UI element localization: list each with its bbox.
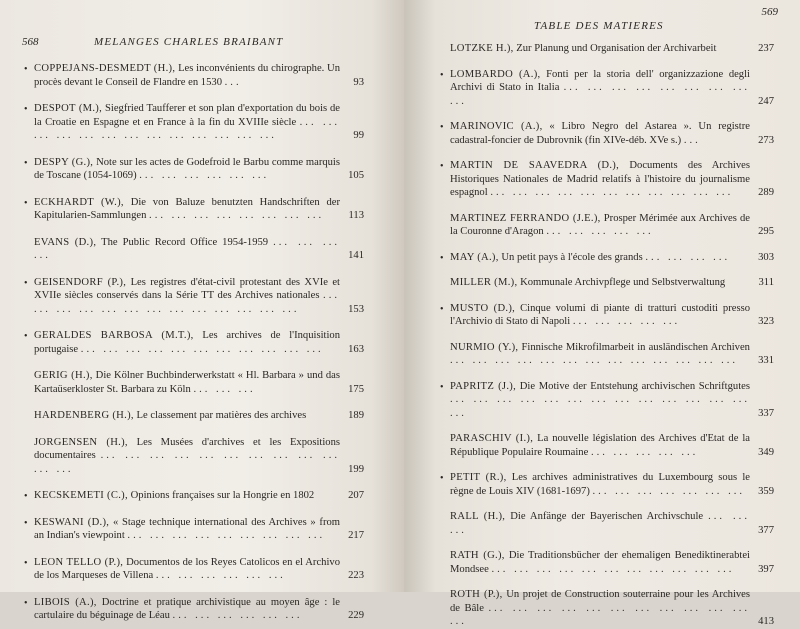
toc-author: KESWANI (D.), — [34, 516, 110, 528]
toc-entry — [438, 276, 774, 290]
toc-author: MILLER (M.), — [450, 277, 518, 288]
bullet-icon: • — [440, 161, 444, 172]
toc-title: Le classement par matières des archives — [136, 410, 307, 421]
toc-author: MAY (A.), — [450, 251, 499, 263]
toc-entry-text — [450, 42, 750, 56]
toc-entry-text — [34, 369, 340, 396]
toc-entry — [438, 380, 774, 421]
toc-leader-dots: ... ... ... ... ... — [590, 446, 699, 458]
toc-entry-text — [450, 510, 750, 537]
toc-entry — [22, 436, 364, 477]
bullet-icon: • — [440, 69, 444, 81]
toc-page-number: 289 — [758, 187, 774, 198]
toc-entry-text — [450, 549, 750, 576]
toc-entry-text — [34, 556, 340, 583]
toc-author: LEON TELLO (P.), — [34, 556, 124, 568]
toc-author: ECKHARDT (W.), — [34, 196, 124, 208]
toc-entry — [22, 196, 364, 223]
toc-author: RALL (H.), — [450, 511, 506, 522]
toc-page-number: 413 — [758, 616, 774, 627]
toc-entry — [22, 329, 364, 356]
toc-entry-text — [34, 62, 340, 89]
toc-title: Un petit pays à l'école des grands — [501, 251, 643, 263]
toc-title: Finnische Mikrofilmarbeit in ausländischen Archiven — [521, 341, 750, 353]
toc-leader-dots: ... ... ... ... ... ... ... ... ... ... ... ... — [450, 602, 750, 627]
toc-title: Les Musées d'archives et les Expositions documentaires — [34, 436, 340, 461]
toc-leader-dots: ... ... ... ... ... ... ... ... ... ... ... — [490, 187, 734, 198]
toc-leader-dots: ... — [224, 76, 242, 88]
toc-entry — [438, 510, 774, 537]
bullet-icon: • — [440, 381, 444, 393]
toc-page-number: 217 — [348, 530, 364, 541]
toc-page-number: 105 — [348, 170, 364, 181]
toc-author: MARTIN DE SAAVEDRA (D.), — [450, 160, 620, 171]
toc-page-number: 237 — [758, 43, 774, 54]
toc-entry — [22, 62, 364, 89]
bullet-icon: • — [24, 197, 28, 209]
toc-entry — [22, 369, 364, 396]
right-page-number: 569 — [761, 6, 778, 18]
toc-author: HARDENBERG (H.), — [34, 410, 134, 421]
bullet-icon: • — [24, 331, 28, 342]
toc-entry — [22, 489, 364, 503]
toc-entry-text — [450, 68, 750, 109]
toc-leader-dots: ... ... ... ... — [34, 236, 340, 261]
toc-author: LOTZKE H.), — [450, 43, 514, 54]
toc-author: JORGENSEN (H.), — [34, 436, 128, 448]
toc-entry-text — [34, 196, 340, 223]
toc-title: Documents des Archives Historiques Nationales de Madrid relatifs à l'histoire du journalisme espagnol — [450, 160, 750, 198]
toc-entry — [438, 549, 774, 576]
toc-entry-text — [34, 516, 340, 543]
toc-title: Doctrine et pratique archivistique au moyen âge : le cartulaire du béguinage de Léau — [34, 596, 340, 621]
toc-leader-dots: ... ... ... ... ... ... — [172, 610, 303, 621]
toc-leader-dots: ... ... ... ... ... ... ... ... ... ... ... — [491, 563, 735, 575]
toc-page-number: 337 — [758, 407, 774, 419]
toc-page-number: 199 — [348, 463, 364, 475]
bullet-icon: • — [24, 104, 28, 115]
toc-title: Les archives administratives du Luxembourg sous le règne de Louis XIV (1681-1697) — [450, 472, 750, 497]
toc-entry — [438, 212, 774, 239]
toc-entry — [22, 556, 364, 583]
toc-author: GERALDES BARBOSA (M.T.), — [34, 330, 194, 341]
toc-entry-text — [34, 156, 340, 183]
bullet-icon: • — [24, 557, 28, 569]
toc-leader-dots: ... ... ... — [193, 383, 256, 395]
toc-entry — [438, 341, 774, 368]
toc-author: COPPEJANS-DESMEDT (H.), — [34, 63, 176, 74]
toc-page-number: 377 — [758, 524, 774, 536]
toc-entry-text — [450, 302, 750, 329]
toc-leader-dots: ... — [683, 134, 701, 146]
toc-entry — [438, 588, 774, 629]
bullet-icon: • — [24, 64, 28, 75]
toc-entry-text — [34, 596, 340, 623]
left-page-header — [22, 36, 364, 58]
toc-page-number: 349 — [758, 446, 774, 458]
toc-author: DESPOT (M.), — [34, 103, 103, 114]
toc-author: MARINOVIC (A.), — [450, 121, 543, 132]
toc-title: Die Anfänge der Bayerischen Archivschule — [510, 511, 704, 522]
toc-author: MARTINEZ FERRANDO (J.E.), — [450, 212, 601, 224]
toc-title: Les registres d'état-civil protestant des XVIe et XVIIe siècles conservés dans la Série TT des Archives nationales — [34, 276, 340, 301]
toc-page-number: 153 — [348, 303, 364, 315]
toc-leader-dots: ... ... ... — [450, 511, 750, 536]
toc-leader-dots: ... ... ... ... ... ... ... ... — [149, 210, 325, 221]
toc-entry — [438, 42, 774, 56]
left-page-number: 568 — [22, 36, 39, 48]
toc-page-number: 295 — [758, 226, 774, 237]
toc-title: Die Motive der Entstehung archivischen Schriftgutes — [519, 380, 750, 392]
right-page-header — [438, 4, 778, 42]
toc-entry — [438, 302, 774, 329]
toc-title: Die Traditionsbücher der ehemaligen Benediktinerabtei Mondsee — [450, 550, 750, 575]
toc-entry — [438, 68, 774, 109]
toc-entry-text — [34, 102, 340, 143]
toc-page-number: 175 — [348, 383, 364, 395]
toc-entry-text — [450, 251, 750, 265]
toc-entry-text — [450, 341, 750, 368]
toc-leader-dots: ... ... ... ... ... ... — [139, 170, 270, 181]
toc-title: Note sur les actes de Godefroid le Barbu comme marquis de Toscane (1054-1069) — [34, 156, 341, 181]
toc-entry-text — [34, 409, 340, 423]
toc-page-number: 323 — [758, 316, 774, 327]
toc-title: Siegfried Taufferer et son plan d'exportation du bois de la Croatie en Espagne et en France à la fin du XVIIIe siècle — [34, 103, 341, 128]
toc-title: Kommunale Archivpflege und Selbstverwaltung — [520, 277, 726, 288]
toc-leader-dots: ... ... ... ... ... ... ... ... ... ... ... ... ... — [34, 290, 340, 315]
toc-page-number: 247 — [758, 95, 774, 107]
left-page — [0, 0, 404, 621]
toc-entry — [22, 276, 364, 317]
toc-leader-dots: ... ... ... ... ... ... ... ... ... ... ... ... — [34, 450, 340, 475]
toc-author: LIBOIS (A.), — [34, 596, 97, 608]
toc-entry — [22, 156, 364, 183]
toc-title: Cinque volumi di piante di tratturi custoditi presso l'Archivio di Stato di Napoli — [450, 302, 750, 327]
toc-entry — [438, 120, 774, 147]
toc-leader-dots: ... ... ... ... — [645, 251, 731, 263]
toc-leader-dots: ... ... ... ... ... — [572, 316, 681, 327]
bullet-icon: • — [24, 157, 28, 169]
toc-author: DESPY (G.), — [34, 156, 94, 168]
toc-entry-text — [450, 380, 750, 421]
toc-entry-text — [34, 489, 340, 503]
toc-page-number: 359 — [758, 485, 774, 497]
toc-title: Opinions françaises sur la Hongrie en 1802 — [130, 490, 315, 501]
toc-page-number: 163 — [348, 343, 364, 355]
toc-title: « Stage technique international des Archives » from an Indian's viewpoint — [34, 516, 341, 541]
bullet-icon: • — [24, 277, 28, 289]
toc-entry — [438, 471, 774, 498]
toc-leader-dots: ... ... ... ... ... ... ... ... ... — [450, 82, 750, 107]
toc-page-number: 189 — [348, 410, 364, 421]
toc-title: Prosper Mérimée aux Archives de la Couronne d'Aragon — [450, 212, 750, 237]
right-running-title: TABLE DES MATIERES — [534, 20, 664, 32]
toc-title: Les inconvénients du chirographe. Un procès devant le Conseil de Flandre en 1530 — [34, 63, 341, 88]
toc-page-number: 397 — [758, 563, 774, 575]
toc-entry — [438, 159, 774, 200]
toc-author: KECSKEMETI (C.), — [34, 490, 128, 501]
toc-page-number: 99 — [353, 130, 364, 141]
toc-entry-text — [34, 236, 340, 263]
toc-page-number: 331 — [758, 355, 774, 366]
toc-page-number: 229 — [348, 610, 364, 621]
left-running-title: MELANGES CHARLES BRAIBANT — [94, 36, 284, 48]
toc-page-number: 273 — [758, 134, 774, 146]
bullet-icon: • — [440, 303, 444, 315]
toc-leader-dots: ... ... ... ... ... ... ... ... ... — [127, 530, 326, 541]
toc-leader-dots: ... ... ... ... ... ... ... ... ... ... ... — [80, 343, 324, 355]
toc-leader-dots: ... ... ... ... ... ... ... ... ... ... ... ... ... — [34, 116, 340, 141]
toc-page-number: 311 — [758, 277, 774, 288]
toc-page-number: 223 — [348, 570, 364, 581]
bullet-icon: • — [24, 491, 28, 502]
toc-title: La nouvelle législation des Archives d'Etat de la République Populaire Roumaine — [450, 433, 750, 458]
toc-author: EVANS (D.), — [34, 236, 97, 248]
toc-entry-text — [450, 432, 750, 459]
bullet-icon: • — [440, 252, 444, 264]
toc-entry-text — [450, 276, 750, 290]
toc-entry-text — [34, 436, 340, 477]
toc-author: PAPRITZ (J.), — [450, 380, 517, 392]
toc-title: Die Kölner Buchbinderwerkstatt « Hl. Barbara » und das Kartaüserkloster St. Barbara zu Köln — [34, 370, 340, 395]
toc-page-number: 93 — [353, 76, 364, 88]
toc-title: The Public Record Office 1954-1959 — [101, 236, 269, 248]
bullet-icon: • — [440, 473, 444, 484]
toc-entry-text — [450, 120, 750, 147]
toc-entry — [22, 102, 364, 143]
toc-author: LOMBARDO (A.), — [450, 68, 541, 80]
toc-author: ROTH (P.), — [450, 589, 503, 600]
bullet-icon: • — [24, 517, 28, 529]
toc-entry-text — [34, 276, 340, 317]
left-contents-list — [22, 62, 364, 623]
toc-entry-text — [450, 212, 750, 239]
right-contents-list — [438, 42, 774, 629]
toc-author: PETIT (R.), — [450, 472, 507, 483]
toc-entry — [22, 409, 364, 423]
toc-author: PARASCHIV (I.), — [450, 433, 534, 444]
toc-author: MUSTO (D.), — [450, 302, 516, 314]
toc-title: Documentos de los Reyes Catolicos en el Archivo de los Marqueses de Villena — [34, 556, 340, 581]
toc-title: « Libro Negro del Astarea ». Un registre cadastral-foncier de Dubrovnik (fin XIVe-déb. XVe s.) — [450, 121, 750, 146]
toc-title: Die von Baluze benutzten Handschriften der Kapitularien-Sammlungen — [34, 196, 341, 221]
toc-title: Les archives de l'Inquisition portugaise — [34, 330, 340, 355]
toc-leader-dots: ... ... ... ... ... ... ... ... ... ... ... ... ... — [450, 355, 739, 366]
toc-author: GERIG (H.), — [34, 370, 93, 381]
toc-entry — [438, 432, 774, 459]
toc-page-number: 141 — [348, 250, 364, 261]
toc-author: GEISENDORF (P.), — [34, 276, 127, 288]
toc-leader-dots: ... ... ... ... ... — [546, 226, 654, 237]
toc-page-number: 113 — [348, 210, 364, 221]
toc-title: Un projet de Construction souterraine pour les Archives de Bâle — [450, 589, 751, 614]
toc-entry-text — [450, 588, 750, 629]
toc-author: NURMIO (Y.), — [450, 341, 519, 353]
toc-entry-text — [450, 471, 750, 498]
toc-entry — [22, 236, 364, 263]
bullet-icon: • — [440, 122, 444, 133]
toc-page-number: 207 — [348, 490, 364, 501]
toc-page-number: 303 — [758, 251, 774, 263]
toc-entry — [22, 516, 364, 543]
toc-author: RATH (G.), — [450, 550, 505, 561]
toc-entry-text — [34, 329, 340, 356]
toc-entry — [22, 596, 364, 623]
toc-leader-dots: ... ... ... ... ... ... ... ... ... ... ... ... ... ... — [450, 394, 750, 419]
toc-title: Zur Planung und Organisation der Archivarbeit — [516, 43, 717, 54]
toc-leader-dots: ... ... ... ... ... ... — [155, 570, 286, 581]
bullet-icon: • — [24, 597, 28, 609]
toc-title: Fonti per la storia dell' organizzazione degli Archivi di Stato in Italia — [450, 68, 750, 93]
toc-entry-text — [450, 159, 750, 200]
toc-entry — [438, 251, 774, 265]
right-page — [404, 0, 800, 627]
toc-leader-dots: ... ... ... ... ... ... ... — [592, 485, 746, 497]
